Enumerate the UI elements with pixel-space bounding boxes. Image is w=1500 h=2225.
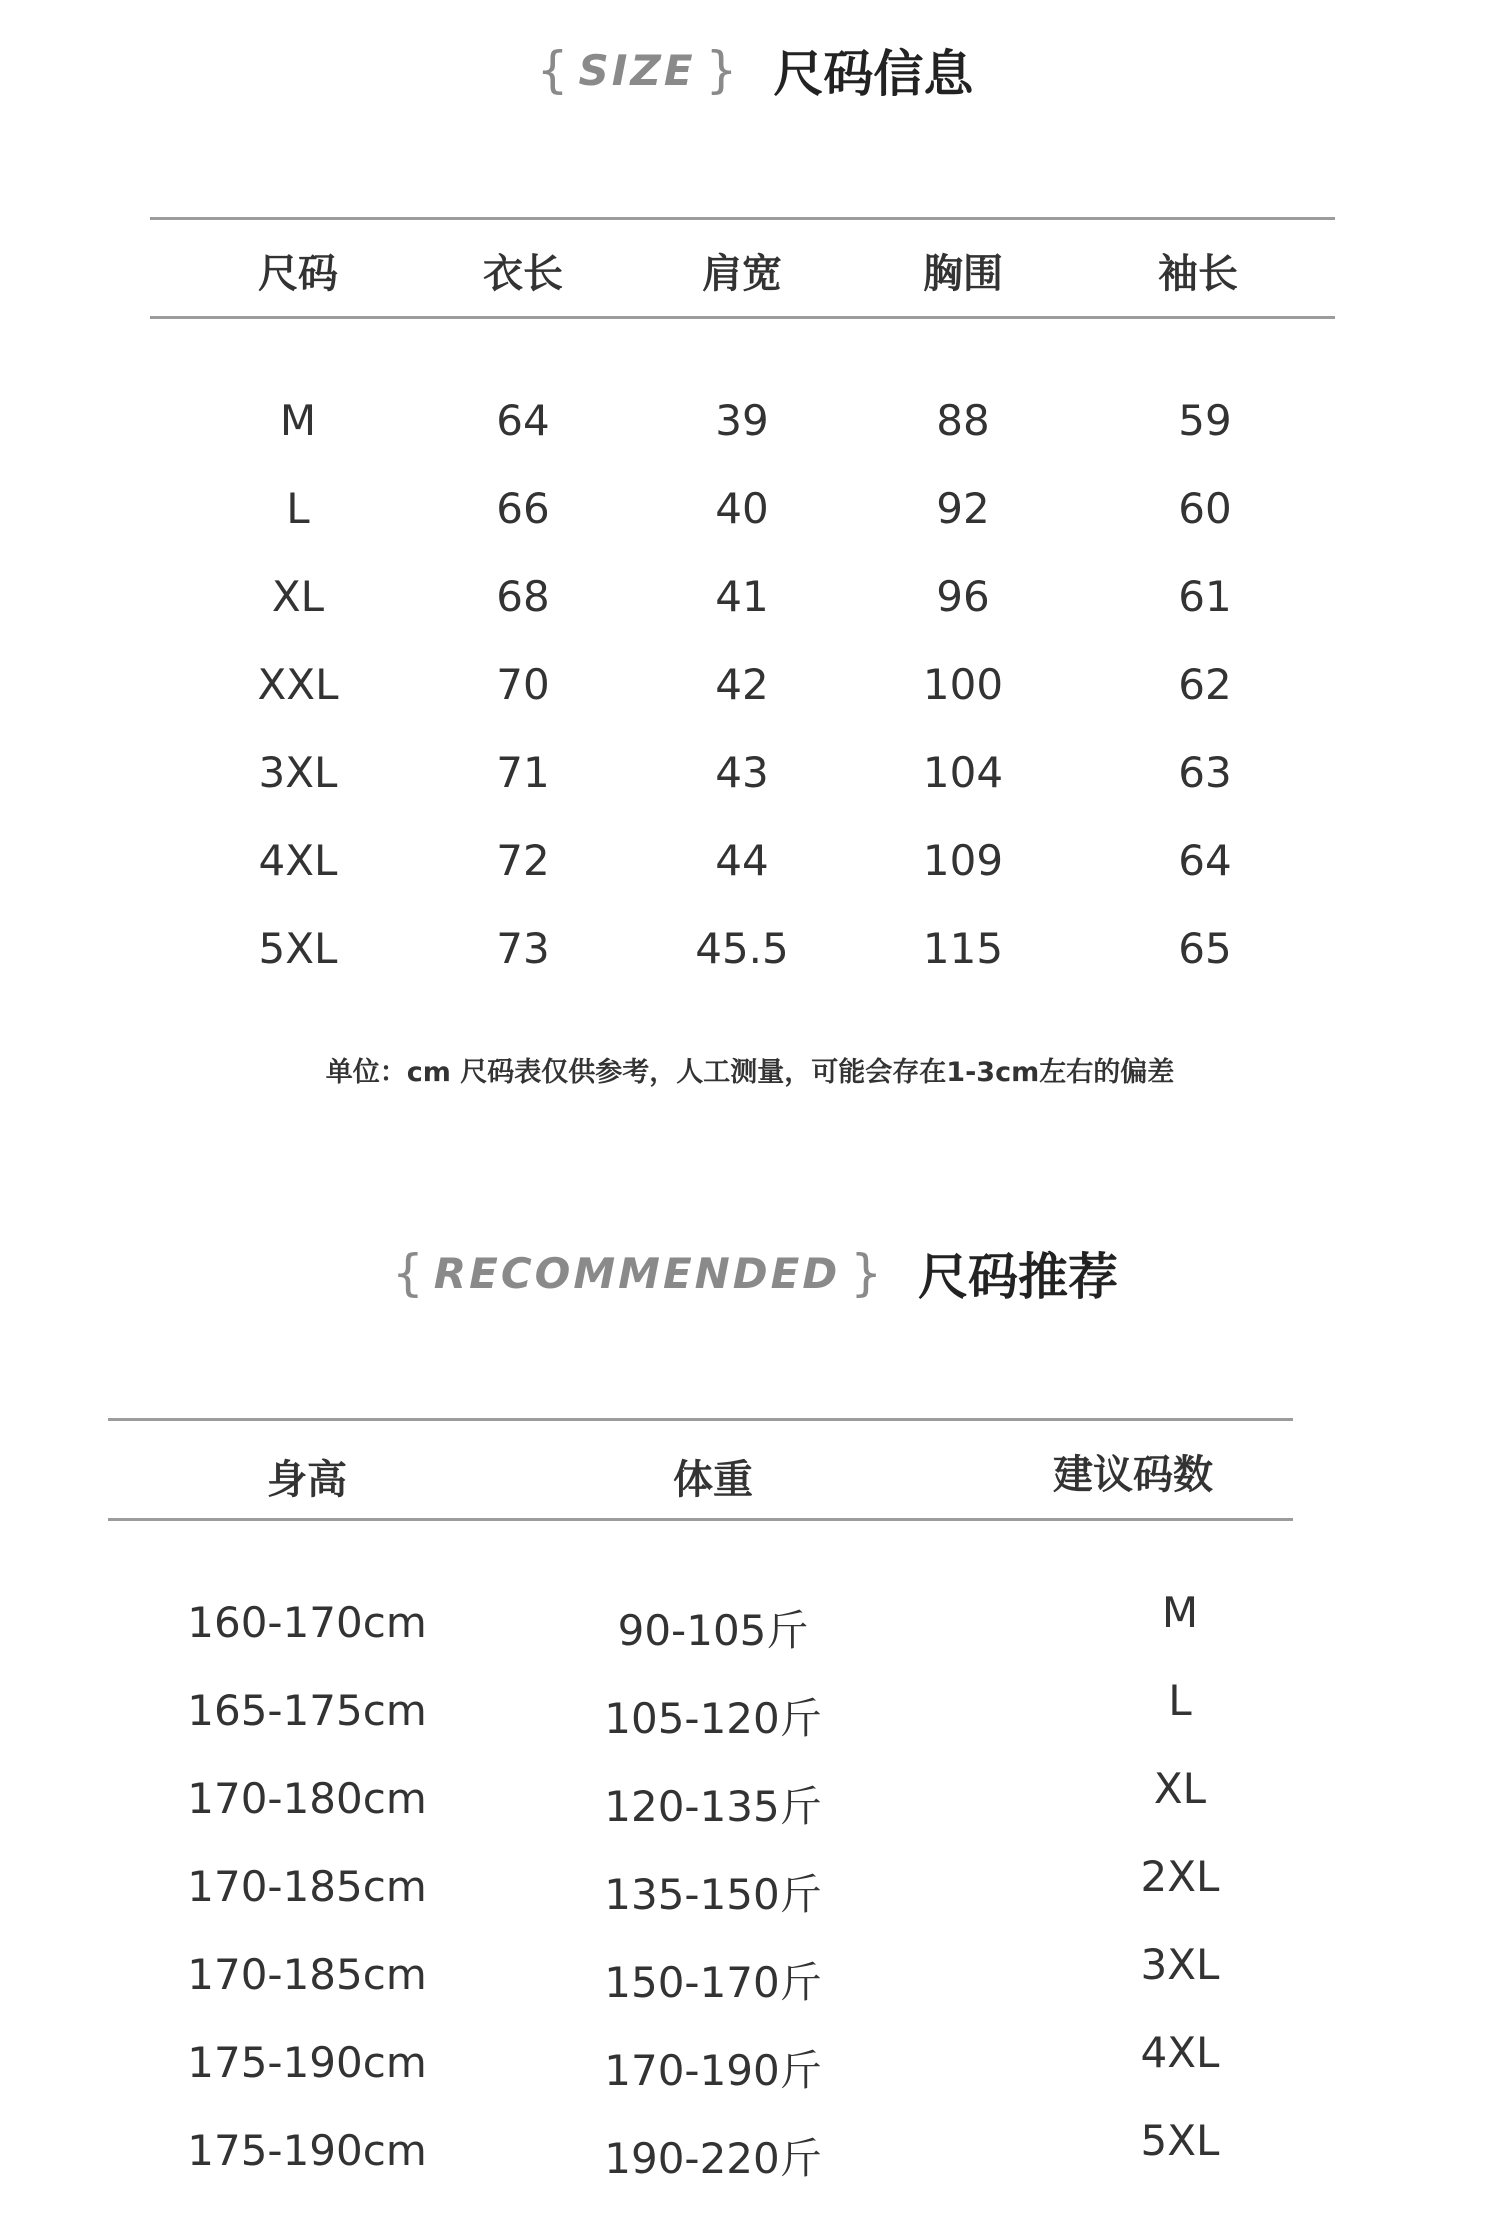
size-cell: M <box>279 396 317 445</box>
size-section-title <box>0 35 1500 105</box>
chest-cell: 115 <box>922 924 1004 973</box>
shoulder-cell: 39 <box>715 396 769 445</box>
weight-cell: 105-120斤 <box>604 1694 822 1743</box>
size-header-size: 尺码 <box>258 251 338 297</box>
weight-cell: 90-105斤 <box>617 1606 809 1655</box>
height-cell: 170-185cm <box>187 1862 427 1911</box>
sleeve-cell: 65 <box>1178 924 1232 973</box>
shoulder-cell: 45.5 <box>695 924 789 973</box>
recommended-size-cell: L <box>1168 1676 1192 1725</box>
weight-cell: 135-150斤 <box>604 1870 822 1919</box>
weight-cell: 170-190斤 <box>604 2046 822 2095</box>
size-title-en: SIZE <box>578 45 696 95</box>
length-cell: 71 <box>496 748 550 797</box>
shoulder-cell: 44 <box>715 836 769 885</box>
height-cell: 170-185cm <box>187 1950 427 1999</box>
sleeve-cell: 62 <box>1178 660 1232 709</box>
shoulder-cell: 42 <box>715 660 769 709</box>
recommend-title-brace-open: { <box>391 1244 424 1302</box>
length-cell: 72 <box>496 836 550 885</box>
size-title-brace-open: { <box>536 41 569 99</box>
recommended-size-cell: 2XL <box>1140 1852 1220 1901</box>
recommend-title-cn: 尺码推荐 <box>918 1248 1119 1306</box>
recommend-header-height: 身高 <box>267 1457 347 1503</box>
size-title-brace-close: } <box>705 41 738 99</box>
size-title-cn: 尺码信息 <box>773 45 974 103</box>
recommend-table-top-rule <box>108 1418 1293 1421</box>
recommended-size-cell: 3XL <box>1140 1940 1220 1989</box>
chest-cell: 88 <box>936 396 990 445</box>
length-cell: 73 <box>496 924 550 973</box>
size-header-shoulder: 肩宽 <box>702 251 782 297</box>
height-cell: 175-190cm <box>187 2126 427 2175</box>
chest-cell: 104 <box>922 748 1004 797</box>
size-cell: L <box>286 484 310 533</box>
weight-cell: 150-170斤 <box>604 1958 822 2007</box>
recommend-title-brace-close: } <box>850 1244 883 1302</box>
shoulder-cell: 43 <box>715 748 769 797</box>
shoulder-cell: 40 <box>715 484 769 533</box>
height-cell: 175-190cm <box>187 2038 427 2087</box>
chest-cell: 100 <box>922 660 1004 709</box>
recommended-size-cell: 5XL <box>1140 2116 1220 2165</box>
chest-cell: 109 <box>922 836 1004 885</box>
length-cell: 68 <box>496 572 550 621</box>
recommend-header-weight: 体重 <box>673 1457 753 1503</box>
sleeve-cell: 61 <box>1178 572 1232 621</box>
length-cell: 70 <box>496 660 550 709</box>
height-cell: 165-175cm <box>187 1686 427 1735</box>
size-header-length: 衣长 <box>483 251 563 297</box>
recommend-section-title <box>0 1238 1500 1308</box>
recommended-size-cell: 4XL <box>1140 2028 1220 2077</box>
height-cell: 160-170cm <box>187 1598 427 1647</box>
size-cell: 4XL <box>258 836 338 885</box>
length-cell: 64 <box>496 396 550 445</box>
length-cell: 66 <box>496 484 550 533</box>
sleeve-cell: 63 <box>1178 748 1232 797</box>
shoulder-cell: 41 <box>715 572 769 621</box>
chest-cell: 92 <box>936 484 990 533</box>
size-cell: XL <box>271 572 325 621</box>
size-header-sleeve: 袖长 <box>1158 251 1238 297</box>
recommended-size-cell: M <box>1161 1588 1199 1637</box>
chest-cell: 96 <box>936 572 990 621</box>
size-cell: XXL <box>257 660 339 709</box>
size-header-chest: 胸围 <box>923 251 1003 297</box>
size-cell: 3XL <box>258 748 338 797</box>
size-table-top-rule <box>150 217 1335 220</box>
recommend-table-header-rule <box>108 1518 1293 1521</box>
height-cell: 170-180cm <box>187 1774 427 1823</box>
size-cell: 5XL <box>258 924 338 973</box>
sleeve-cell: 59 <box>1178 396 1232 445</box>
size-table-header-rule <box>150 316 1335 319</box>
weight-cell: 190-220斤 <box>604 2134 822 2183</box>
recommend-header-size: 建议码数 <box>1053 1452 1213 1498</box>
weight-cell: 120-135斤 <box>604 1782 822 1831</box>
size-note: 单位：cm 尺码表仅供参考，人工测量，可能会存在1-3cm左右的偏差 <box>325 1057 1175 1088</box>
recommend-title-en: RECOMMENDED <box>433 1248 841 1298</box>
sleeve-cell: 64 <box>1178 836 1232 885</box>
sleeve-cell: 60 <box>1178 484 1232 533</box>
recommended-size-cell: XL <box>1153 1764 1207 1813</box>
